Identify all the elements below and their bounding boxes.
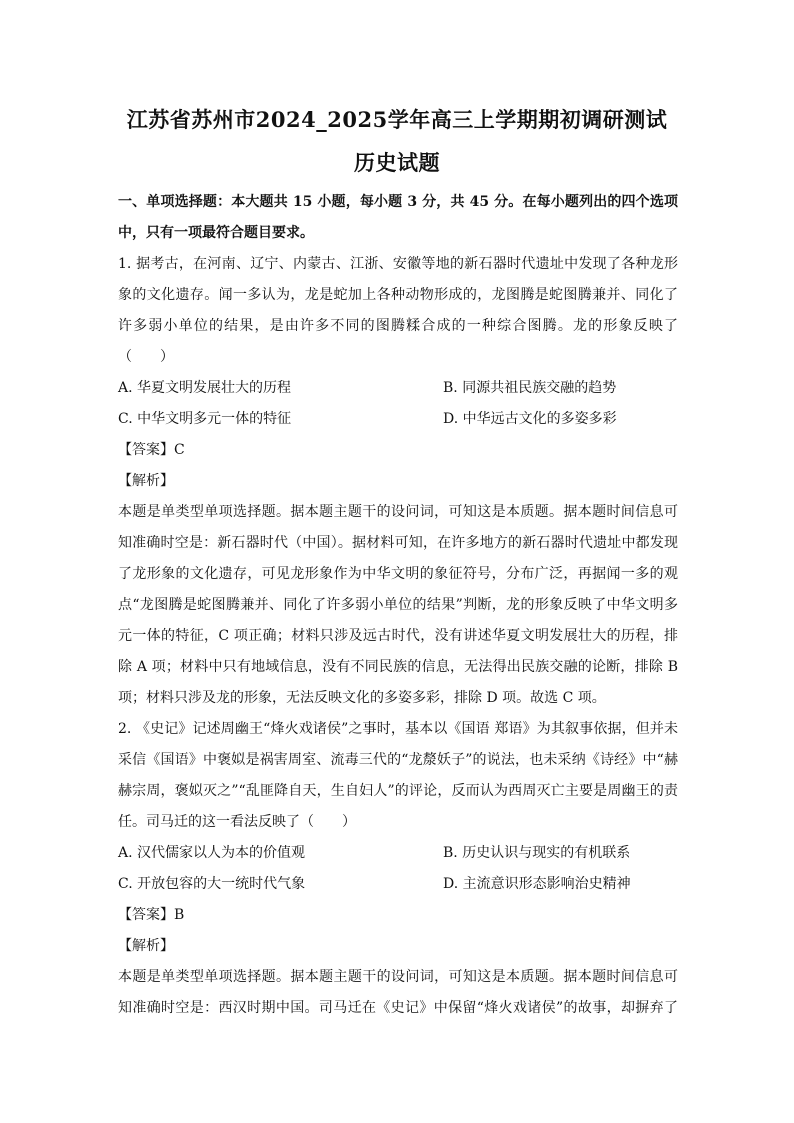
- question-1-blank: （ ）: [118, 349, 174, 365]
- question-1-analysis: 元一体的特征，C 项正确；材料只涉及远古时代，没有讲述华夏文明发展壮大的历程，排: [118, 628, 678, 644]
- question-2-stem: 任。司马迁的这一看法反映了（ ）: [118, 814, 356, 830]
- question-1-analysis: 本题是单类型单项选择题。据本题主题干的设问词，可知这是本质题。据本题时间信息可: [118, 504, 678, 520]
- question-1-analysis: 除 A 项；材料中只有地域信息，没有不同民族的信息，无法得出民族交融的论断，排除 B: [118, 659, 678, 675]
- option-c: C. 中华文明多元一体的特征: [118, 411, 292, 427]
- question-2-options-row: [118, 838, 678, 869]
- option-d: D. 主流意识形态影响治史精神: [443, 876, 631, 892]
- question-1-stem: 许多弱小单位的结果，是由许多不同的图腾糅合成的一种综合图腾。龙的形象反映了: [118, 318, 678, 334]
- question-1-analysis: 知准确时空是：新石器时代（中国）。据材料可知，在许多地方的新石器时代遗址中都发现: [118, 535, 678, 551]
- question-1-options-row: [118, 404, 678, 435]
- question-2-options-row: [118, 869, 678, 900]
- section-heading: 一、单项选择题：本大题共 15 小题，每小题 3 分，共 45 分。在每小题列出的四个选项: [118, 194, 678, 210]
- question-1-stem: 1. 据考古，在河南、辽宁、内蒙古、江浙、安徽等地的新石器时代遗址中发现了各种龙形: [118, 256, 678, 272]
- question-1-analysis: 项；材料只涉及龙的形象，无法反映文化的多姿多彩，排除 D 项。故选 C 项。: [118, 690, 606, 706]
- question-2-answer: 【答案】B: [118, 907, 185, 923]
- question-1-analysis: 了龙形象的文化遗存，可见龙形象作为中华文明的象征符号，分布广泛，再据闻一多的观: [118, 566, 678, 582]
- question-2-stem: 采信《国语》中褒姒是祸害周室、流毒三代的“龙漦妖子”的说法，也未采纳《诗经》中“赫: [118, 752, 678, 768]
- document-title: 江苏省苏州市2024_2025学年高三上学期期初调研测试: [126, 107, 668, 132]
- question-2-analysis: 知准确时空是：西汉时期中国。司马迁在《史记》中保留“烽火戏诸侯”的故事，却摒弃了: [118, 1000, 678, 1016]
- question-1-analysis: 点“龙图腾是蛇图腾兼并、同化了许多弱小单位的结果”判断，龙的形象反映了中华文明多: [118, 597, 678, 613]
- document-subtitle: 历史试题: [354, 150, 440, 175]
- option-b: B. 同源共祖民族交融的趋势: [443, 380, 617, 396]
- option-a: A. 华夏文明发展壮大的历程: [118, 380, 292, 396]
- option-c: C. 开放包容的大一统时代气象: [118, 876, 306, 892]
- section-heading-cont: 中，只有一项最符合题目要求。: [118, 225, 314, 241]
- question-1-options-row: [118, 373, 678, 404]
- question-2-stem: 2. 《史记》记述周幽王“烽火戏诸侯”之事时，基本以《国语 郑语》为其叙事依据，但并未: [118, 721, 678, 737]
- document-body: [118, 187, 678, 1024]
- question-2-stem: 赫宗周，褒姒灭之”“乱匪降自天，生自妇人”的评论，反而认为西周灭亡主要是周幽王的责: [118, 783, 678, 799]
- option-d: D. 中华远古文化的多姿多彩: [443, 411, 617, 427]
- question-1-stem: 象的文化遗存。闻一多认为，龙是蛇加上各种动物形成的，龙图腾是蛇图腾兼并、同化了: [118, 287, 678, 303]
- option-b: B. 历史认识与现实的有机联系: [443, 845, 631, 861]
- question-1-answer: 【答案】C: [118, 442, 185, 458]
- question-2-analysis-label: 【解析】: [118, 938, 174, 954]
- question-2-analysis: 本题是单类型单项选择题。据本题主题干的设问词，可知这是本质题。据本题时间信息可: [118, 969, 678, 985]
- option-a: A. 汉代儒家以人为本的价值观: [118, 845, 306, 861]
- question-1-analysis-label: 【解析】: [118, 473, 174, 489]
